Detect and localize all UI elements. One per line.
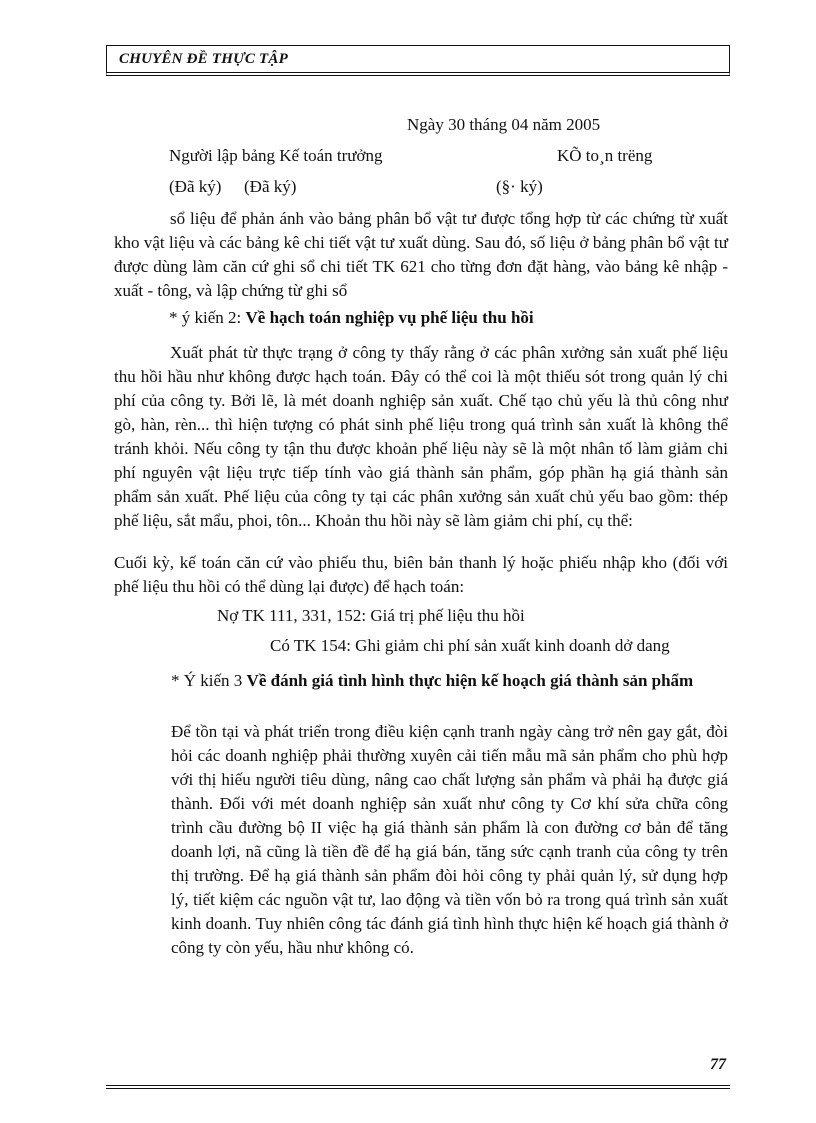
opinion-3-prefix: * Ý kiến 3 — [171, 671, 247, 690]
signature-signed-right: (§· ký) — [496, 177, 543, 196]
paragraph-2 — [114, 341, 728, 533]
entry-debit: Nợ TK 111, 331, 152: Giá trị phế liệu thu hồi — [217, 606, 525, 625]
opinion-2-heading — [169, 308, 534, 328]
paragraph-1 — [114, 207, 728, 303]
paragraph-4-text: Để tồn tại và phát triển trong điều kiện cạnh tranh ngày càng trở nên gay gắt, đòi hỏi các doanh nghiệp phải thường xuyên cải tiến mẫu mã sản phẩm cho phù hợp với thị hiếu người tiêu dùng, nâng cao chất lượng sản phẩm và phải hạ được giá thành. Đối với mét doanh nghiệp sản xuất như công ty Cơ khí sửa chữa công trình cầu đường bộ II việc hạ giá thành sản phẩm là con đường cơ bản để tăng doanh lợi, nã cũng là tiền đề để hạ giá bán, tăng sức cạnh tranh của công ty trên thị trường. Để hạ giá thành sản phẩm đòi hỏi công ty phải quản lý, sử dụng hợp lý, tiết kiệm các nguồn vật tư, lao động và tiền vốn bỏ ra trong quá trình sản xuất kinh doanh. Tuy nhiên công tác đánh giá tình hình thực hiện kế hoạch giá thành ở công ty còn yếu, hầu như không có. — [171, 722, 728, 957]
paragraph-2-text: Xuất phát từ thực trạng ở công ty thấy rằng ở các phân xưởng sản xuất phế liệu thu hồi hầu như không được hạch toán. Đây có thể coi là một thiếu sót trong quản lý chi phí của công ty. Bởi lẽ, là mét doanh nghiệp sản xuất. Chế tạo chủ yếu là thủ công như gò, hàn, rèn... thì hiện tượng có phát sinh phế liệu trong quá trình sản xuất là không thể tránh khỏi. Nếu công ty tận thu được khoản phế liệu này sẽ là một nhân tố làm giảm chi phí nguyên vật liệu trực tiếp tính vào giá thành sản phẩm, góp phần hạ giá thành sản phẩm sản xuất. Phế liệu của công ty tại các phân xưởng sản xuất chủ yếu bao gồm: thép phế liệu, sắt mẩu, phoi, tôn... Khoản thu hồi này sẽ làm giảm chi phí, cụ thể: — [114, 343, 728, 530]
opinion-3-heading — [171, 669, 728, 693]
entry-credit: Có TK 154: Ghi giảm chi phí sản xuất kinh doanh dở dang — [270, 636, 670, 655]
paragraph-1-text: sổ liệu để phản ánh vào bảng phân bổ vật tư được tổng hợp từ các chứng từ xuất kho vật liệu và các bảng kê chi tiết vật tư xuất dùng. Sau đó, số liệu ở bảng phân bổ vật tư được dùng làm căn cứ ghi sổ chi tiết TK 621 cho từng đơn đặt hàng, vào bảng kê nhập - xuất - tông, và lập chứng từ ghi sổ — [114, 209, 728, 300]
signature-roles-left: Người lập bảng Kế toán trưởng — [169, 146, 383, 165]
paragraph-4 — [171, 720, 728, 960]
signature-signed-left-1: (Đã ký) — [169, 177, 222, 196]
signature-signed-left-2: (Đã ký) — [244, 177, 297, 196]
page-header — [106, 45, 730, 76]
page-number: 77 — [710, 1056, 726, 1073]
paragraph-3-text: Cuối kỳ, kế toán căn cứ vào phiếu thu, biên bản thanh lý hoặc phiếu nhập kho (đối với phế liệu thu hồi có thể dùng lại được) để hạch toán: — [114, 553, 728, 596]
opinion-2-prefix: * ý kiến 2: — [169, 308, 246, 327]
signature-date: Ngày 30 tháng 04 năm 2005 — [407, 115, 601, 134]
opinion-3-title: Về đánh giá tình hình thực hiện kế hoạch giá thành sản phẩm — [246, 671, 694, 690]
signature-role-right: KÕ to¸n trëng — [557, 146, 653, 165]
paragraph-3 — [114, 551, 728, 599]
header-title: CHUYÊN ĐỀ THỰC TẬP — [119, 51, 288, 67]
footer-rule — [106, 1085, 730, 1089]
opinion-2-title: Về hạch toán nghiệp vụ phế liệu thu hồi — [245, 308, 534, 327]
